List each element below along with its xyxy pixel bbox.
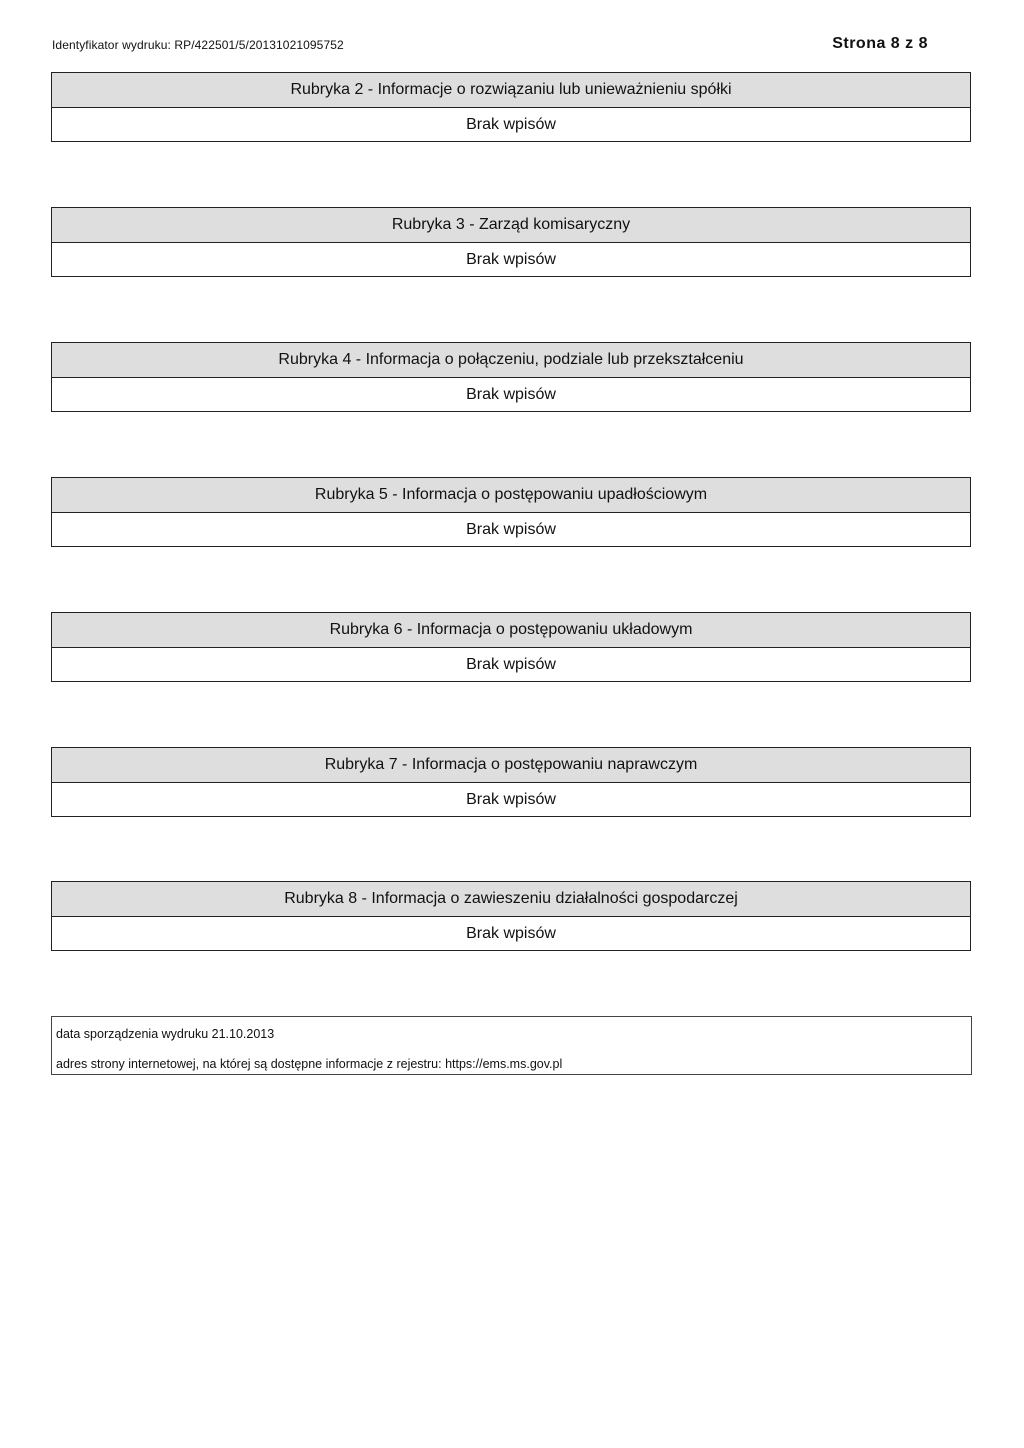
section-rubryka-3 bbox=[51, 207, 971, 277]
section-content: Brak wpisów bbox=[52, 378, 970, 411]
section-content: Brak wpisów bbox=[52, 108, 970, 141]
section-title: Rubryka 7 - Informacja o postępowaniu naprawczym bbox=[52, 748, 970, 783]
section-content: Brak wpisów bbox=[52, 917, 970, 950]
section-content: Brak wpisów bbox=[52, 783, 970, 816]
section-rubryka-4 bbox=[51, 342, 971, 412]
section-content: Brak wpisów bbox=[52, 243, 970, 276]
section-rubryka-8 bbox=[51, 881, 971, 951]
section-rubryka-6 bbox=[51, 612, 971, 682]
section-title: Rubryka 2 - Informacje o rozwiązaniu lub unieważnieniu spółki bbox=[52, 73, 970, 108]
print-date: data sporządzenia wydruku 21.10.2013 bbox=[56, 1027, 275, 1041]
registry-website: adres strony internetowej, na której są dostępne informacje z rejestru: https://ems.ms.gov.pl bbox=[56, 1057, 563, 1071]
section-title: Rubryka 5 - Informacja o postępowaniu upadłościowym bbox=[52, 478, 970, 513]
page-number: Strona 8 z 8 bbox=[832, 35, 928, 52]
section-title: Rubryka 6 - Informacja o postępowaniu układowym bbox=[52, 613, 970, 648]
section-title: Rubryka 4 - Informacja o połączeniu, podziale lub przekształceniu bbox=[52, 343, 970, 378]
print-identifier: Identyfikator wydruku: RP/422501/5/20131021095752 bbox=[52, 38, 344, 52]
section-title: Rubryka 8 - Informacja o zawieszeniu działalności gospodarczej bbox=[52, 882, 970, 917]
section-rubryka-5 bbox=[51, 477, 971, 547]
section-content: Brak wpisów bbox=[52, 648, 970, 681]
section-title: Rubryka 3 - Zarząd komisaryczny bbox=[52, 208, 970, 243]
footer-info-box bbox=[51, 1016, 972, 1075]
section-rubryka-2 bbox=[51, 72, 971, 142]
section-content: Brak wpisów bbox=[52, 513, 970, 546]
section-rubryka-7 bbox=[51, 747, 971, 817]
